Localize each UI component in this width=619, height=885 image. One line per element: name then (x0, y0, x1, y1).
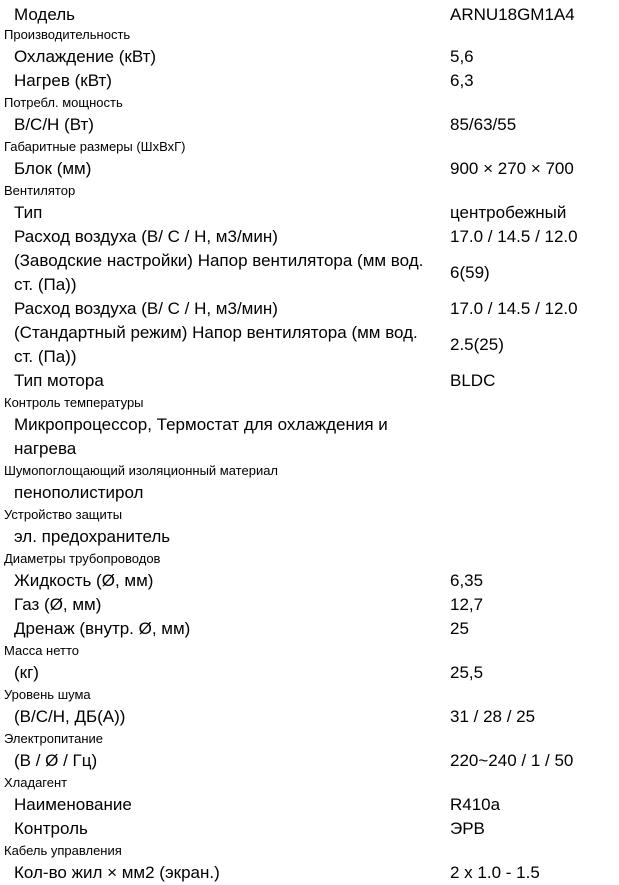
spec-value: 6,35 (450, 571, 484, 590)
spec-value: BLDC (450, 371, 496, 390)
section-heading: Габаритные размеры (ШхВхГ) (4, 139, 186, 154)
section-heading: Шумопоглощающий изоляционный материал (4, 463, 279, 478)
spec-row (0, 861, 619, 885)
spec-value: 25,5 (450, 663, 484, 682)
spec-row (0, 705, 619, 729)
spec-label: Блок (мм) (14, 159, 92, 178)
spec-row (0, 413, 619, 461)
spec-label: Газ (Ø, мм) (14, 595, 102, 614)
spec-value: 85/63/55 (450, 115, 517, 134)
spec-value: 6(59) (450, 263, 490, 282)
section-heading: Вентилятор (4, 183, 76, 198)
spec-value: 220~240 / 1 / 50 (450, 751, 574, 770)
spec-row (0, 369, 619, 393)
section-heading: Устройство защиты (4, 507, 123, 522)
spec-row (0, 297, 619, 321)
spec-label: (В/С/Н, ДБ(А)) (14, 707, 126, 726)
spec-value: 900 × 270 × 700 (450, 159, 574, 178)
spec-value: 6,3 (450, 71, 474, 90)
spec-value: 25 (450, 619, 469, 638)
spec-value: R410a (450, 795, 501, 814)
spec-row (0, 225, 619, 249)
spec-row (0, 201, 619, 225)
spec-label: Расход воздуха (В/ С / Н, м3/мин) (14, 299, 278, 318)
spec-row (0, 69, 619, 93)
spec-row (0, 661, 619, 685)
spec-label: Тип (14, 203, 43, 222)
section-heading: Контроль температуры (4, 395, 144, 410)
spec-label: Тип мотора (14, 371, 104, 390)
model-label: Модель (14, 5, 76, 24)
spec-label: Контроль (14, 819, 88, 838)
spec-value: 12,7 (450, 595, 484, 614)
section-heading: Потребл. мощность (4, 95, 123, 110)
spec-value: 17.0 / 14.5 / 12.0 (450, 299, 578, 318)
section-heading: Кабель управления (4, 843, 122, 858)
section-heading: Уровень шума (4, 687, 91, 702)
spec-row (0, 525, 619, 549)
spec-row (0, 569, 619, 593)
spec-label: (кг) (14, 663, 39, 682)
spec-value: ЭРВ (450, 819, 485, 838)
spec-value: 5,6 (450, 47, 474, 66)
section-heading: Масса нетто (4, 643, 80, 658)
spec-row (0, 749, 619, 773)
spec-label: эл. предохранитель (14, 527, 171, 546)
spec-row (0, 481, 619, 505)
spec-value: центробежный (450, 203, 567, 222)
spec-label: Жидкость (Ø, мм) (14, 571, 154, 590)
section-heading: Электропитание (4, 731, 103, 746)
spec-label: пенополистирол (14, 483, 144, 502)
spec-label: Дренаж (внутр. Ø, мм) (14, 619, 191, 638)
model-row (0, 3, 619, 27)
spec-row (0, 157, 619, 181)
spec-row (0, 249, 619, 297)
spec-row (0, 593, 619, 617)
spec-value: 31 / 28 / 25 (450, 707, 536, 726)
section-heading: Хладагент (4, 775, 68, 790)
spec-row (0, 617, 619, 641)
spec-row (0, 45, 619, 69)
spec-label: В/С/Н (Вт) (14, 115, 94, 134)
spec-value: 17.0 / 14.5 / 12.0 (450, 227, 578, 246)
spec-label: Наименование (14, 795, 132, 814)
spec-row (0, 793, 619, 817)
section-heading: Производительность (4, 27, 131, 42)
spec-label: Расход воздуха (В/ С / Н, м3/мин) (14, 227, 278, 246)
spec-label: (Стандартный режим) Напор вентилятора (мм вод. ст. (Па)) (14, 323, 418, 366)
spec-label: Охлаждение (кВт) (14, 47, 157, 66)
spec-label: Кол-во жил × мм2 (экран.) (14, 863, 220, 882)
spec-row (0, 113, 619, 137)
spec-row (0, 321, 619, 369)
spec-row (0, 817, 619, 841)
spec-label: (Заводские настройки) Напор вентилятора (мм вод. ст. (Па)) (14, 251, 424, 294)
spec-label: Микропроцессор, Термостат для охлаждения и нагрева (14, 415, 388, 458)
spec-label: (В / Ø / Гц) (14, 751, 98, 770)
section-heading: Диаметры трубопроводов (4, 551, 161, 566)
spec-label: Нагрев (кВт) (14, 71, 112, 90)
spec-value: 2.5(25) (450, 335, 504, 354)
model-value: ARNU18GM1A4 (450, 5, 575, 24)
spec-value: 2 x 1.0 - 1.5 (450, 863, 540, 882)
